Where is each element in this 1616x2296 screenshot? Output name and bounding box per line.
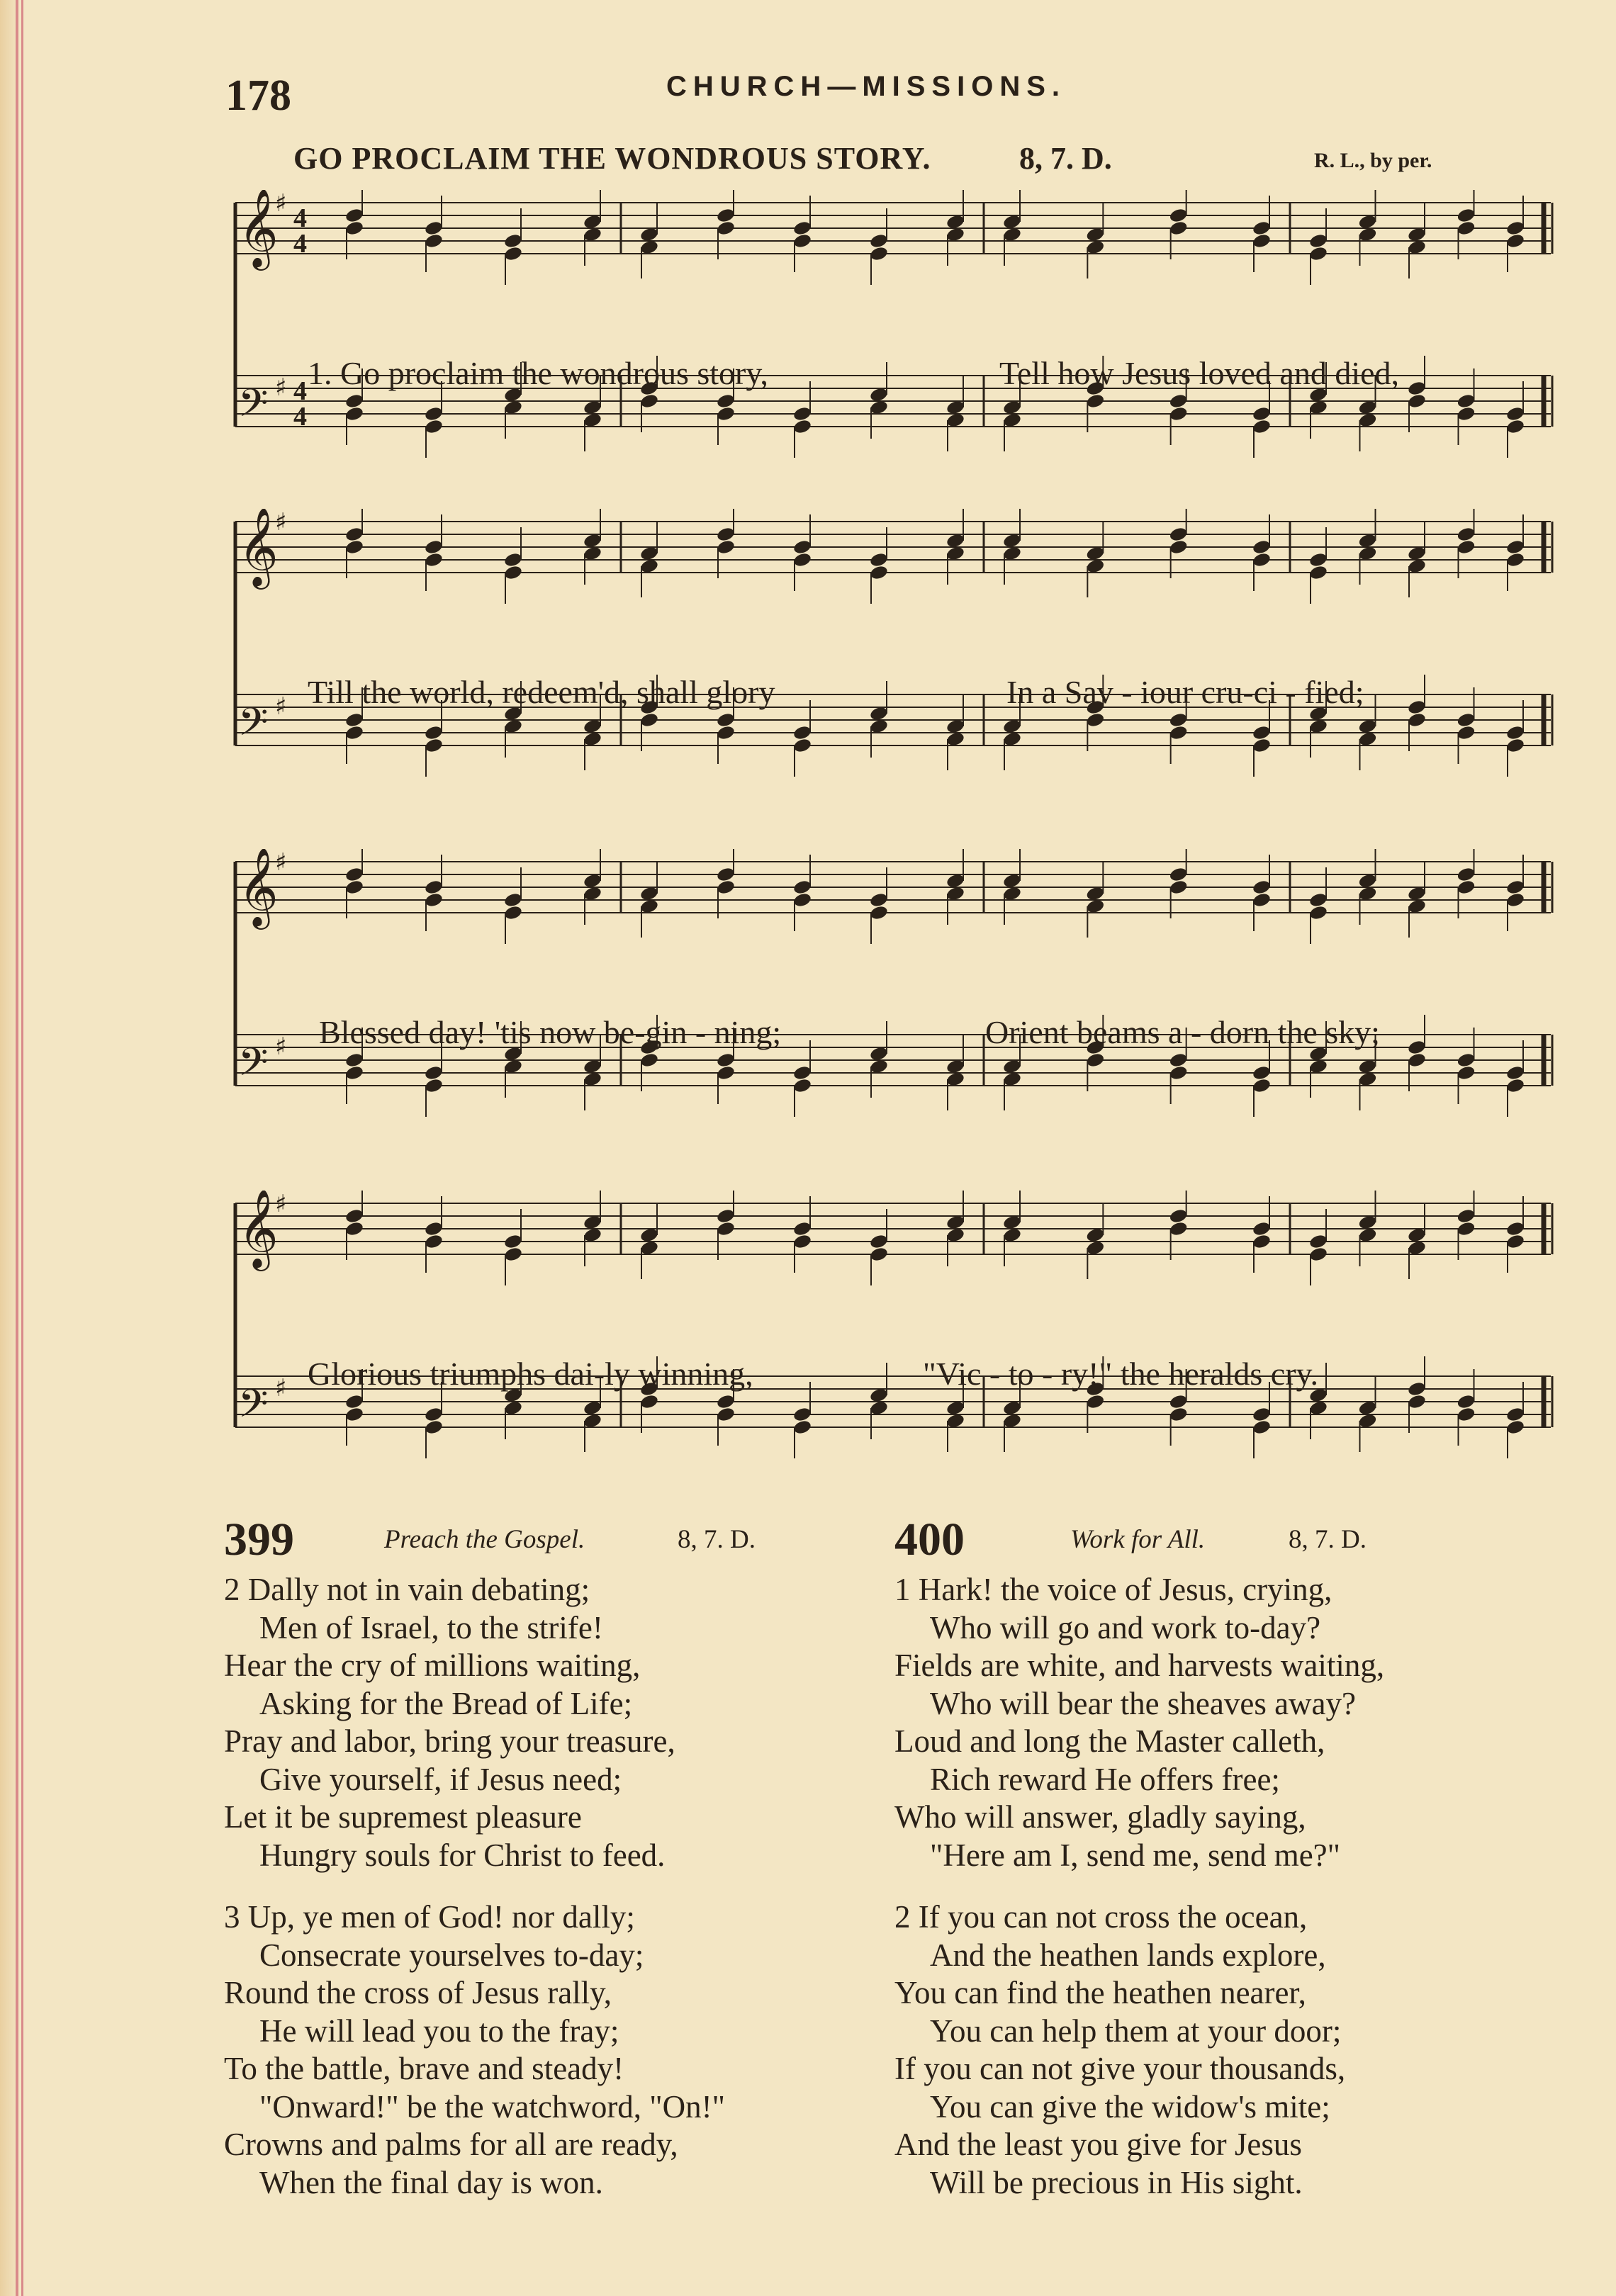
notehead	[792, 1077, 812, 1093]
notehead	[344, 711, 364, 728]
notehead	[424, 539, 444, 555]
staff-notation	[220, 190, 1559, 488]
notehead	[716, 526, 736, 542]
notehead	[1505, 1406, 1525, 1422]
notehead	[792, 418, 812, 434]
notehead	[1308, 1233, 1328, 1249]
margin-rule	[21, 0, 23, 2296]
hymn-heading	[224, 1513, 890, 1563]
notehead	[1085, 1052, 1105, 1068]
notehead	[1505, 1064, 1525, 1081]
notehead	[1505, 1419, 1525, 1435]
notehead	[1456, 207, 1476, 223]
notehead	[792, 1220, 812, 1237]
verse-line: You can find the heathen nearer,	[894, 1975, 1306, 2010]
notehead	[424, 1419, 444, 1435]
verse	[894, 1898, 1561, 2202]
verse-line: Give yourself, if Jesus need;	[259, 1761, 622, 1797]
treble-clef-icon: 𝄞	[238, 849, 279, 926]
lyric-segment: Till the world, redeem'd, shall glory	[308, 674, 775, 710]
notehead	[1505, 1233, 1525, 1249]
notehead	[1085, 393, 1105, 409]
notehead	[1505, 232, 1525, 249]
notehead	[792, 879, 812, 895]
time-signature: 4	[293, 402, 307, 432]
verse	[224, 1898, 890, 2202]
page-edge	[0, 0, 28, 2296]
notehead	[869, 891, 889, 908]
sharp-icon: ♯	[275, 692, 287, 721]
verse-line: Let it be supremest pleasure	[224, 1799, 582, 1835]
music-system	[220, 509, 1559, 806]
notehead	[424, 1077, 444, 1093]
hymn-title: GO PROCLAIM THE WONDROUS STORY.	[293, 141, 931, 176]
verse-line: Who will answer, gladly saying,	[894, 1799, 1306, 1835]
notehead	[344, 393, 364, 409]
verse-line: Men of Israel, to the strife!	[259, 1609, 603, 1645]
notehead	[424, 1233, 444, 1249]
verse-line: And the least you give for Jesus	[894, 2127, 1302, 2162]
notehead	[1456, 393, 1476, 409]
notehead	[344, 866, 364, 882]
notehead	[1169, 405, 1189, 422]
notehead	[1169, 1064, 1189, 1081]
verse-line: 1 Hark! the voice of Jesus, crying,	[894, 1572, 1332, 1607]
verse-line: 3 Up, ye men of God! nor dally;	[224, 1899, 635, 1935]
notehead	[869, 904, 889, 921]
notehead	[1169, 879, 1189, 895]
notehead	[1252, 724, 1272, 741]
verse-line: Fields are white, and harvests waiting,	[894, 1648, 1385, 1683]
verse-line: To the battle, brave and steady!	[224, 2051, 624, 2086]
verse-line: Consecrate yourselves to-day;	[259, 1937, 644, 1973]
notehead	[1505, 418, 1525, 434]
running-title: CHURCH—MISSIONS.	[666, 71, 1067, 102]
notehead	[639, 1393, 659, 1409]
notehead	[792, 232, 812, 249]
notehead	[792, 1419, 812, 1435]
notehead	[1407, 380, 1427, 396]
notehead	[1252, 418, 1272, 434]
sharp-icon: ♯	[275, 509, 287, 536]
notehead	[639, 393, 659, 409]
time-signature: 4	[293, 203, 307, 233]
notehead	[1407, 711, 1427, 728]
notehead	[1456, 879, 1476, 895]
notehead	[344, 1220, 364, 1237]
notehead	[503, 245, 523, 261]
notehead	[716, 1393, 736, 1409]
verse-line: Loud and long the Master calleth,	[894, 1723, 1325, 1759]
notehead	[1169, 711, 1189, 728]
bass-clef-icon: 𝄢	[238, 1040, 269, 1094]
notehead	[1407, 1393, 1427, 1409]
notehead	[1505, 1220, 1525, 1237]
notehead	[1456, 1220, 1476, 1237]
hymn-number: 400	[894, 1514, 965, 1565]
verse-line: You can help them at your door;	[930, 2013, 1342, 2049]
notehead	[792, 1406, 812, 1422]
sharp-icon: ♯	[275, 1032, 287, 1061]
notehead	[1085, 711, 1105, 728]
staff-notation	[220, 509, 1559, 806]
hymn-400	[894, 1513, 1561, 2202]
bass-clef-icon: 𝄢	[238, 699, 269, 754]
treble-clef-icon: 𝄞	[238, 190, 279, 267]
verse-line: You can give the widow's mite;	[930, 2088, 1330, 2125]
notehead	[716, 866, 736, 882]
notehead	[1505, 539, 1525, 555]
notehead	[1169, 1052, 1189, 1068]
notehead	[716, 724, 736, 741]
verse-line: Asking for the Bread of Life;	[259, 1685, 633, 1721]
notehead	[1169, 866, 1189, 882]
notehead	[344, 539, 364, 555]
lyric-segment: In a Sav - iour cru-ci - fied;	[1006, 674, 1364, 710]
notehead	[1252, 232, 1272, 249]
notehead	[1456, 724, 1476, 741]
notehead	[1252, 1406, 1272, 1422]
notehead	[344, 526, 364, 542]
notehead	[792, 1064, 812, 1081]
notehead	[424, 737, 444, 753]
notehead	[1252, 1419, 1272, 1435]
notehead	[1252, 879, 1272, 895]
notehead	[503, 551, 523, 568]
notehead	[1308, 891, 1328, 908]
verse-line: Rich reward He offers free;	[930, 1761, 1280, 1797]
notehead	[503, 1246, 523, 1262]
notehead	[792, 891, 812, 908]
notehead	[716, 1052, 736, 1068]
notehead	[716, 1208, 736, 1224]
hymn-meter: 8, 7. D.	[678, 1525, 756, 1554]
notehead	[1407, 1380, 1427, 1397]
notehead	[716, 393, 736, 409]
notehead	[716, 1064, 736, 1081]
notehead	[1505, 737, 1525, 753]
notehead	[424, 879, 444, 895]
notehead	[1456, 1064, 1476, 1081]
notehead	[424, 1064, 444, 1081]
verse	[894, 1571, 1561, 1874]
notehead	[1252, 1064, 1272, 1081]
notehead	[424, 232, 444, 249]
hymn-subtitle: Preach the Gospel.	[384, 1525, 585, 1554]
verse-line: Who will bear the sheaves away?	[930, 1685, 1356, 1721]
notehead	[424, 1220, 444, 1237]
notehead	[716, 539, 736, 555]
margin-rule	[16, 0, 18, 2296]
notehead	[503, 891, 523, 908]
notehead	[1169, 526, 1189, 542]
notehead	[1308, 232, 1328, 249]
notehead	[792, 539, 812, 555]
verse-line: Will be precious in His sight.	[930, 2164, 1303, 2200]
notehead	[716, 1220, 736, 1237]
notehead	[1308, 551, 1328, 568]
notehead	[424, 551, 444, 568]
notehead	[1308, 564, 1328, 580]
verse-line: Who will go and work to-day?	[930, 1609, 1321, 1645]
verse-line: When the final day is won.	[259, 2164, 603, 2200]
notehead	[344, 405, 364, 422]
notehead	[869, 245, 889, 261]
bass-clef-icon: 𝄢	[238, 1381, 269, 1436]
notehead	[424, 891, 444, 908]
notehead	[1456, 1406, 1476, 1422]
lyric-segment: Glorious triumphs dai-ly winning,	[308, 1356, 753, 1392]
lyric-segment: Tell how Jesus loved and died,	[999, 355, 1400, 391]
hymn-subtitle: Work for All.	[1070, 1525, 1206, 1554]
time-signature: 4	[293, 376, 307, 406]
notehead	[503, 904, 523, 921]
notehead	[716, 1406, 736, 1422]
notehead	[869, 1246, 889, 1262]
notehead	[716, 405, 736, 422]
notehead	[716, 879, 736, 895]
treble-clef-icon: 𝄞	[238, 1191, 279, 1268]
notehead	[503, 1233, 523, 1249]
lyric-segment: "Vic - to - ry!" the heralds cry.	[923, 1356, 1319, 1392]
music-system	[220, 1191, 1559, 1488]
staff-notation	[220, 1191, 1559, 1488]
notehead	[1505, 405, 1525, 422]
notehead	[344, 1406, 364, 1422]
notehead	[1308, 1246, 1328, 1262]
verse-line: Round the cross of Jesus rally,	[224, 1975, 612, 2010]
notehead	[792, 551, 812, 568]
notehead	[1505, 724, 1525, 741]
verse-line: Crowns and palms for all are ready,	[224, 2127, 678, 2162]
sharp-icon: ♯	[275, 1374, 287, 1402]
notehead	[792, 1233, 812, 1249]
verse-line: Pray and labor, bring your treasure,	[224, 1723, 675, 1759]
notehead	[1252, 551, 1272, 568]
notehead	[1169, 220, 1189, 236]
notehead	[1407, 699, 1427, 715]
notehead	[1252, 1077, 1272, 1093]
verse-line: "Here am I, send me, send me?"	[930, 1837, 1341, 1873]
hymn-number: 399	[224, 1514, 294, 1565]
hymn-399	[224, 1513, 890, 2202]
notehead	[716, 711, 736, 728]
notehead	[1456, 1393, 1476, 1409]
notehead	[1169, 1220, 1189, 1237]
page-number: 178	[225, 72, 291, 120]
treble-clef-icon: 𝄞	[238, 509, 279, 586]
notehead	[1456, 711, 1476, 728]
notehead	[1169, 1208, 1189, 1224]
lyric-segment: Orient beams a - dorn the sky;	[985, 1014, 1380, 1050]
notehead	[424, 220, 444, 236]
hymn-credit: R. L., by per.	[1314, 149, 1432, 172]
notehead	[503, 564, 523, 580]
notehead	[1456, 1052, 1476, 1068]
notehead	[1505, 879, 1525, 895]
notehead	[1308, 904, 1328, 921]
notehead	[503, 232, 523, 249]
notehead	[424, 418, 444, 434]
notehead	[1456, 405, 1476, 422]
notehead	[792, 737, 812, 753]
notehead	[1252, 891, 1272, 908]
notehead	[1407, 393, 1427, 409]
verse-line: 2 If you can not cross the ocean,	[894, 1899, 1308, 1935]
music-system	[220, 190, 1559, 488]
notehead	[344, 1064, 364, 1081]
notehead	[716, 207, 736, 223]
time-signature: 4	[293, 229, 307, 259]
verse-line: 2 Dally not in vain debating;	[224, 1572, 590, 1607]
notehead	[344, 1393, 364, 1409]
notehead	[1252, 539, 1272, 555]
notehead	[639, 711, 659, 728]
notehead	[344, 1052, 364, 1068]
verse-line: And the heathen lands explore,	[930, 1937, 1326, 1973]
notehead	[1456, 220, 1476, 236]
notehead	[1407, 1052, 1427, 1068]
notehead	[1169, 724, 1189, 741]
notehead	[344, 207, 364, 223]
notehead	[1505, 220, 1525, 236]
notehead	[344, 1208, 364, 1224]
notehead	[424, 724, 444, 741]
sharp-icon: ♯	[275, 1191, 287, 1218]
notehead	[1505, 551, 1525, 568]
notehead	[1252, 405, 1272, 422]
verse-line: "Onward!" be the watchword, "On!"	[259, 2088, 726, 2125]
notehead	[639, 1052, 659, 1068]
sharp-icon: ♯	[275, 373, 287, 402]
notehead	[344, 724, 364, 741]
notehead	[869, 564, 889, 580]
hymn-meter: 8, 7. D.	[1289, 1525, 1367, 1554]
verse	[224, 1571, 890, 1874]
notehead	[1456, 1208, 1476, 1224]
notehead	[1308, 245, 1328, 261]
notehead	[1169, 1393, 1189, 1409]
notehead	[1252, 220, 1272, 236]
music-system	[220, 849, 1559, 1147]
sharp-icon: ♯	[275, 190, 287, 218]
notehead	[1456, 539, 1476, 555]
notehead	[869, 232, 889, 249]
notehead	[1252, 1220, 1272, 1237]
notehead	[1456, 526, 1476, 542]
notehead	[1252, 1233, 1272, 1249]
notehead	[869, 551, 889, 568]
hymn-heading	[894, 1513, 1561, 1563]
notehead	[344, 879, 364, 895]
lyric-segment: Blessed day! 'tis now be-gin - ning;	[319, 1014, 782, 1050]
notehead	[1169, 207, 1189, 223]
verse-line: Hear the cry of millions waiting,	[224, 1648, 641, 1683]
notehead	[424, 405, 444, 422]
lyric-segment: 1. Go proclaim the wondrous story,	[308, 355, 768, 391]
notehead	[1085, 1393, 1105, 1409]
notehead	[1252, 737, 1272, 753]
notehead	[1505, 891, 1525, 908]
notehead	[792, 724, 812, 741]
notehead	[792, 220, 812, 236]
verse-line: If you can not give your thousands,	[894, 2051, 1346, 2086]
bass-clef-icon: 𝄢	[238, 381, 269, 435]
notehead	[1169, 539, 1189, 555]
notehead	[424, 1406, 444, 1422]
notehead	[1407, 1039, 1427, 1055]
verse-line: He will lead you to the fray;	[259, 2013, 619, 2049]
notehead	[869, 1233, 889, 1249]
staff-notation	[220, 849, 1559, 1147]
notehead	[344, 220, 364, 236]
notehead	[792, 405, 812, 422]
notehead	[1169, 393, 1189, 409]
notehead	[1169, 1406, 1189, 1422]
notehead	[1456, 866, 1476, 882]
verse-line: Hungry souls for Christ to feed.	[259, 1837, 666, 1873]
notehead	[1505, 1077, 1525, 1093]
hymn-meter: 8, 7. D.	[1019, 141, 1112, 176]
sharp-icon: ♯	[275, 849, 287, 877]
notehead	[716, 220, 736, 236]
